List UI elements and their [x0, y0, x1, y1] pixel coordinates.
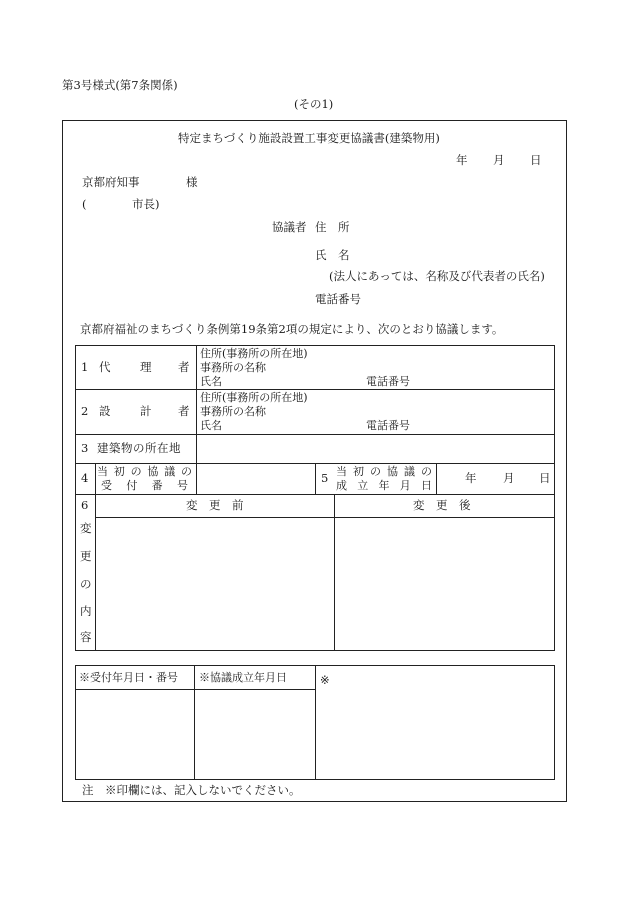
row2-office-line: 事務所の名称 [200, 405, 266, 418]
addressee-mayor-paren: ( [82, 197, 87, 211]
date-day: 日 [530, 153, 542, 167]
row1-number: 1 [81, 360, 89, 374]
addressee-governor: 京都府知事 [82, 175, 140, 189]
row4-label-bottom: 受付番号 [101, 479, 188, 492]
date-year: 年 [456, 153, 468, 167]
row2-label-char: 計 [140, 404, 152, 418]
footnote: 注 ※印欄には、記入しないでください。 [82, 783, 301, 797]
form-title: 特定まちづくり施設設置工事変更協議書(建築物用) [178, 131, 440, 145]
row1-address-line: 住所(事務所の所在地) [200, 347, 308, 360]
row1-name-line: 氏名 [200, 375, 222, 388]
statement-text: 京都府福祉のまちづくり条例第19条第2項の規定により、次のとおり協議します。 [80, 322, 504, 336]
row-divider [75, 689, 315, 690]
row6-side-char: の [80, 577, 92, 591]
change-before-header: 変 更 前 [186, 498, 244, 512]
col-divider [196, 345, 197, 494]
row1-label-char: 者 [178, 360, 190, 374]
row1-label-char: 代 [99, 360, 111, 374]
received-date-number-header: ※受付年月日・番号 [79, 671, 178, 684]
row5-label-top: 当初の協議の [336, 465, 432, 478]
row2-number: 2 [81, 404, 89, 418]
page-label: (その1) [294, 97, 334, 111]
col-divider [315, 463, 316, 494]
col-divider [315, 665, 316, 780]
row6-number: 6 [81, 498, 89, 512]
col-divider [436, 463, 437, 494]
addressee-mayor: 市長) [132, 197, 160, 211]
row5-month: 月 [503, 471, 515, 485]
row3-label: 建築物の所在地 [97, 441, 181, 455]
row2-address-line: 住所(事務所の所在地) [200, 391, 308, 404]
applicant-phone-label: 電話番号 [315, 292, 361, 306]
applicant-address-label: 住 所 [315, 220, 350, 234]
addressee-honorific: 様 [186, 175, 198, 189]
row2-phone-line: 電話番号 [366, 419, 410, 432]
row-divider [75, 389, 555, 390]
form-number: 第3号様式(第7条関係) [62, 78, 178, 92]
row1-label-char: 理 [140, 360, 152, 374]
applicant-label: 協議者 [272, 220, 307, 234]
office-remark-mark: ※ [320, 673, 330, 687]
row-divider [75, 434, 555, 435]
row5-number: 5 [321, 471, 329, 485]
row5-label-bottom: 成立年月日 [336, 479, 432, 492]
change-before-field[interactable] [96, 518, 334, 650]
row4-label-top: 当初の協議の [97, 465, 192, 478]
date-month: 月 [493, 153, 505, 167]
col-divider [194, 665, 195, 780]
row6-side-char: 更 [80, 549, 92, 563]
applicant-corp-note: (法人にあっては、名称及び代表者の氏名) [329, 269, 545, 283]
change-after-field[interactable] [335, 518, 554, 650]
change-after-header: 変 更 後 [413, 498, 471, 512]
row2-label-char: 者 [178, 404, 190, 418]
row6-side-char: 変 [80, 521, 92, 535]
row2-label-char: 設 [99, 404, 111, 418]
row5-year: 年 [465, 471, 477, 485]
row6-side-char: 容 [80, 630, 92, 644]
row3-number: 3 [81, 441, 89, 455]
row-divider [75, 494, 555, 495]
row2-name-line: 氏名 [200, 419, 222, 432]
row5-day: 日 [539, 471, 551, 485]
row6-side-char: 内 [80, 604, 92, 618]
applicant-name-label: 氏 名 [315, 248, 350, 262]
established-date-header: ※協議成立年月日 [199, 671, 287, 684]
row1-phone-line: 電話番号 [366, 375, 410, 388]
row4-number: 4 [81, 471, 89, 485]
row1-office-line: 事務所の名称 [200, 361, 266, 374]
